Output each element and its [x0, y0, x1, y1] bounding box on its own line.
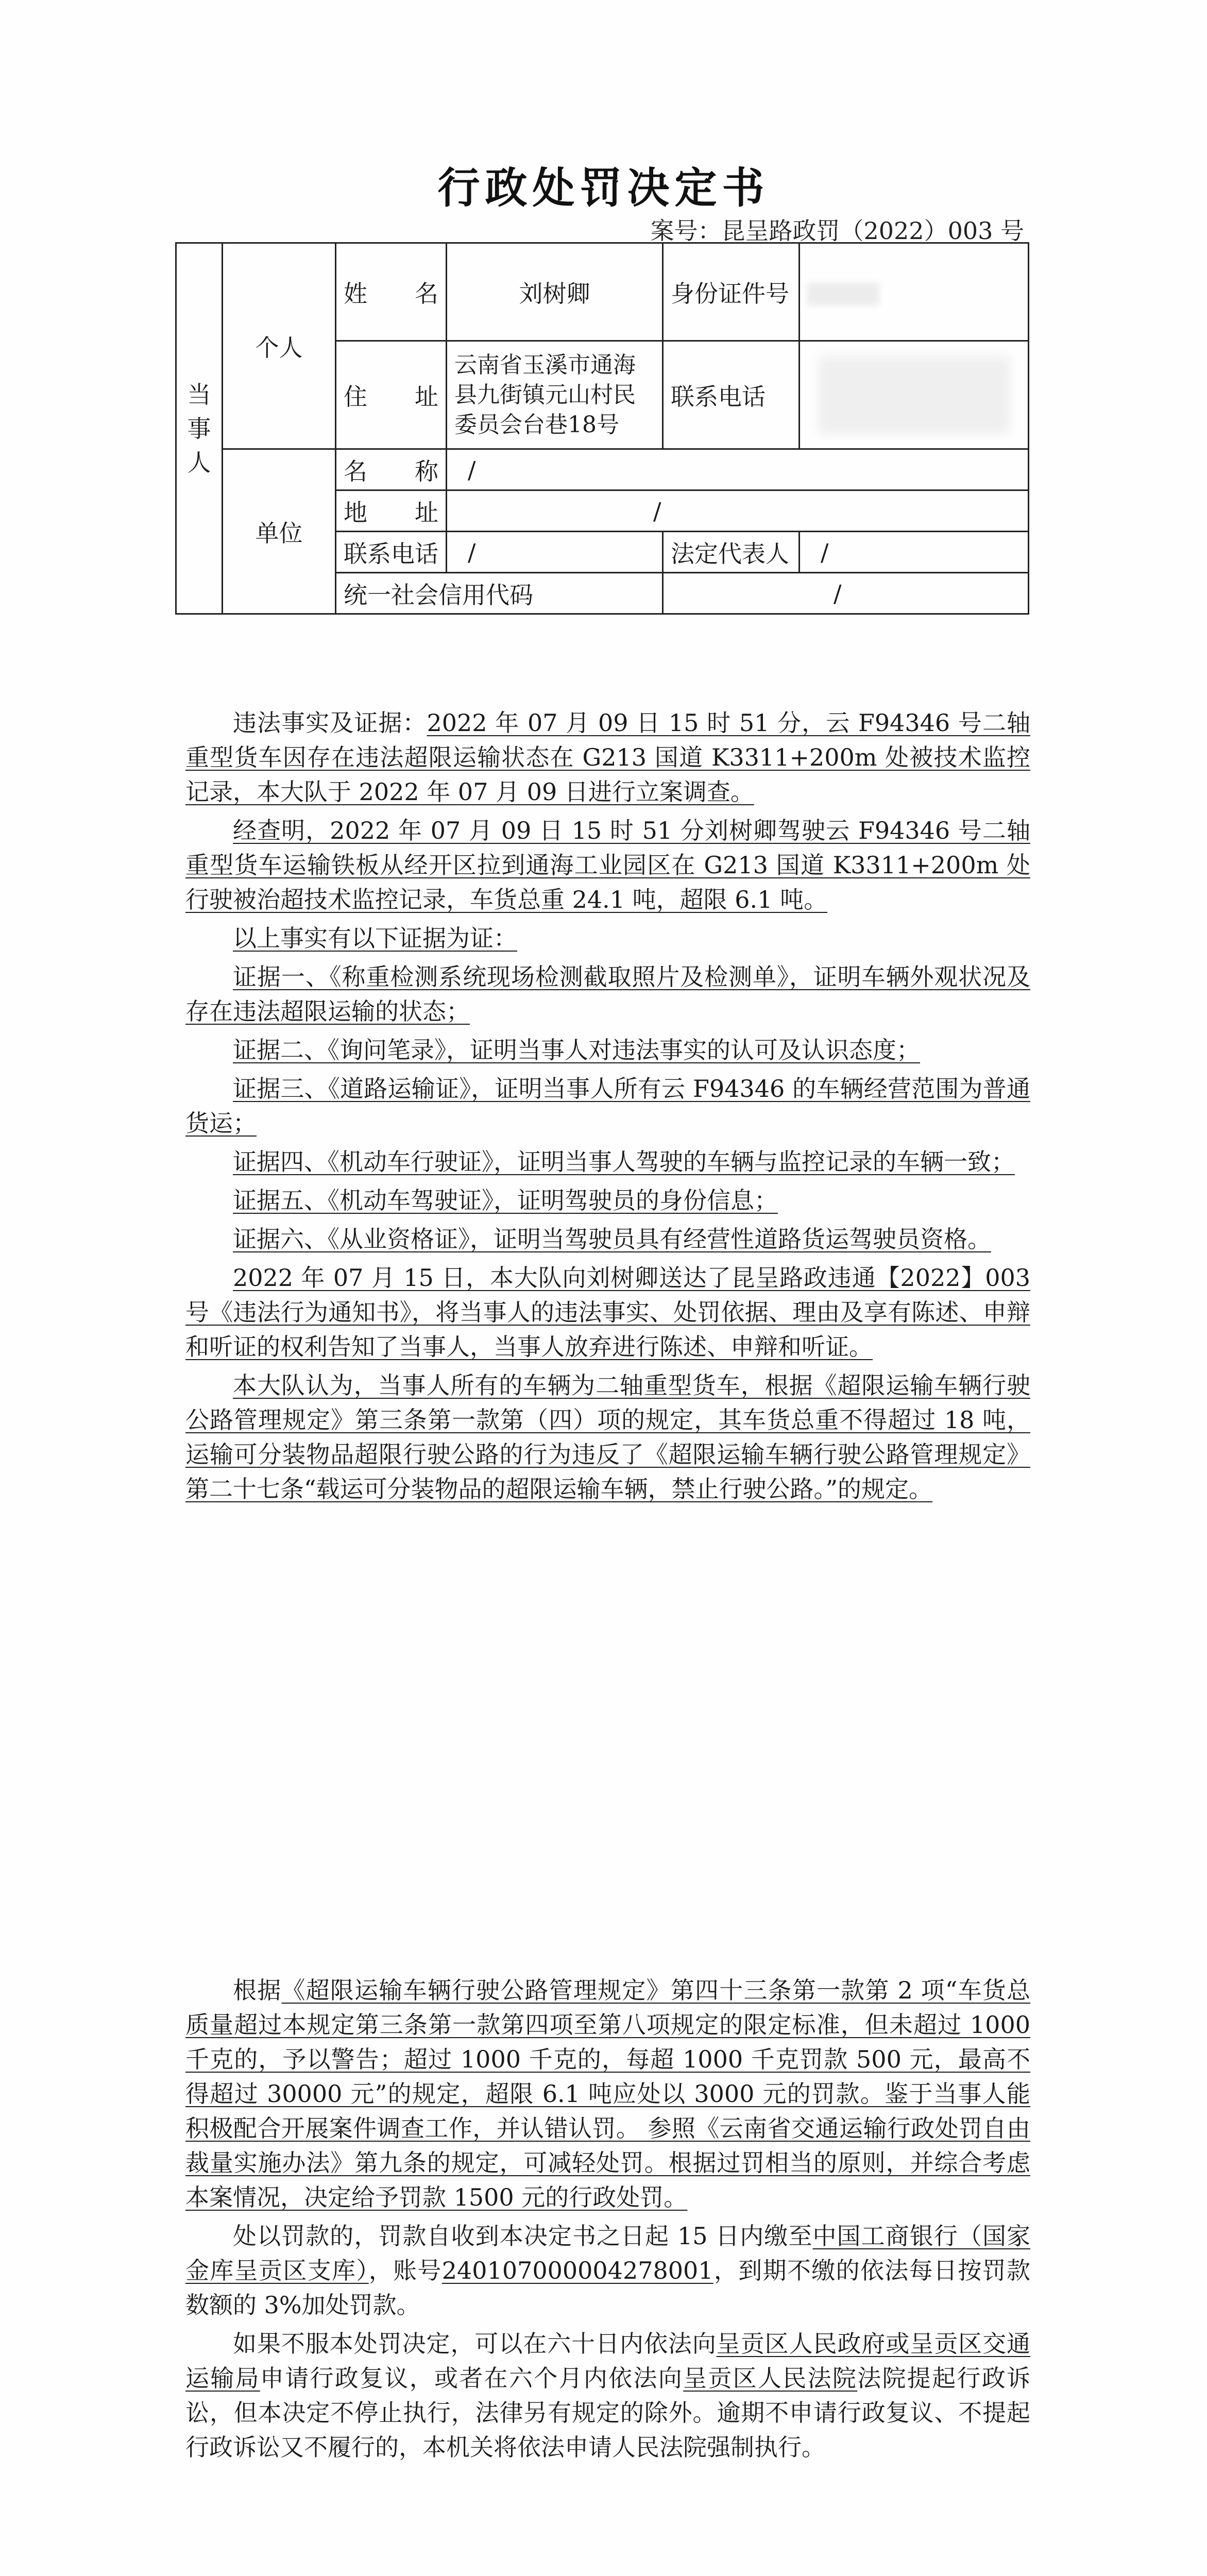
facts-section — [185, 706, 1030, 1511]
evidence-4: 证据四、《机动车行驶证》，证明当事人驾驶的车辆与监控记录的车辆一致； — [233, 1148, 1015, 1176]
party-head-cell — [176, 243, 223, 614]
address-label: 住 址 — [336, 341, 447, 449]
unit-address-value: / — [447, 490, 1029, 532]
id-value-redacted — [800, 243, 1029, 341]
unit-phone-label: 联系电话 — [336, 532, 447, 573]
decision-lead: 根据 — [233, 1976, 282, 2004]
phone-value-redacted — [800, 341, 1029, 449]
party-head: 当事人 — [187, 380, 211, 477]
unit-name-value: / — [447, 449, 1029, 490]
facts-lead: 违法事实及证据： — [233, 709, 427, 737]
unit-head-cell — [223, 449, 336, 614]
document-title: 行政处罚决定书 — [437, 163, 770, 213]
opinion-text: 本大队认为，当事人所有的车辆为二轴重型货车，根据《超限运输车辆行驶公路管理规定》第三条第一款第（四）项的规定，其车货总重不得超过 18 吨，运输可分装物品超限行驶公路的行为违反了《超限运输车辆行驶公路管理规定》第二十七条“载运可分装物品的超限运输车辆，禁止行驶公路。”的规定。 — [185, 1371, 1030, 1503]
appeal-court: 呈贡区人民法院 — [683, 2364, 858, 2392]
evidence-6: 证据六、《从业资格证》，证明当驾驶员具有经营性道路货运驾驶员资格。 — [233, 1225, 991, 1253]
evidence-5: 证据五、《机动车驾驶证》，证明驾驶员的身份信息； — [233, 1187, 778, 1214]
evidence-item — [185, 1033, 1030, 1067]
case-number: 案号：昆呈路政罚（2022）003 号 — [650, 217, 1024, 245]
evidence-intro: 以上事实有以下证据为证： — [233, 924, 517, 952]
name-value: 刘树卿 — [447, 243, 663, 341]
unit-name-label: 名 称 — [336, 449, 447, 490]
appeal-government: 呈贡区人民政府或呈贡区交通运输局 — [185, 2330, 1030, 2392]
payment-text-b: ，账号 — [368, 2257, 442, 2284]
facts-summary: 2022 年 07 月 09 日 15 时 51 分，云 F94346 号二轴重型货车因存在违法超限运输状态在 G213 国道 K3311+200m 处被技术监控记录，本大队于 2022 年 07 月 09 日进行立案调查。 — [185, 709, 1031, 806]
unit-address-label: 地 址 — [336, 490, 447, 532]
evidence-item — [185, 1145, 1030, 1179]
address-value: 云南省玉溪市通海县九街镇元山村民委员会台巷18号 — [447, 341, 663, 449]
facts-paragraph-notice — [185, 1261, 1030, 1364]
payment-text-a: 处以罚款的，罚款自收到本决定书之日起 15 日内缴至 — [233, 2222, 813, 2250]
credit-code-value: / — [663, 573, 1029, 614]
evidence-3: 证据三、《道路运输证》，证明当事人所有云 F94346 的车辆经营范围为普通货运； — [185, 1075, 1030, 1137]
payment-text-c: ，到期不缴的依法每日按罚款数额的 3%加处罚款。 — [185, 2257, 1031, 2319]
decision-basis: 《超限运输车辆行驶公路管理规定》第四十三条第一款第 2 项“车货总质量超过本规定第三条第一款第四项至第八项规定的限定标准，但未超过 1000 千克的，予以警告；超过 1000 千克的，每超 1000 千克罚款 500 元，最高不得超过 30000 元”的规定，超限 6.1 吨应处以 3000 元的罚款。鉴于当事人能积极配合开展案件调查工作，并认错认罚。 参照《云南省交通运输行政处罚自由裁量实施办法》第九条的规定，可减轻处罚。根据过罚相当的原则，并综合考虑本案情况，决定给予罚款 1500 元的行政处罚。 — [185, 1976, 1031, 2211]
evidence-item — [185, 1222, 1030, 1257]
appeal-text-a: 如果不服本处罚决定，可以在六十日内依法向 — [233, 2330, 717, 2358]
decision-paragraph-3 — [185, 2327, 1030, 2465]
facts-paragraph-2 — [185, 814, 1030, 917]
id-label: 身份证件号 — [663, 243, 800, 341]
unit-phone-value: / — [447, 532, 663, 573]
person-head: 个人 — [255, 333, 303, 362]
name-label: 姓 名 — [336, 243, 447, 341]
appeal-text-c: 法院提起行政诉讼，但本决定不停止执行，法律另有规定的除外。逾期不申请行政复议、不提起行政诉讼又不履行的，本机关将依法申请人民法院强制执行。 — [185, 2364, 1031, 2461]
party-info-table — [175, 242, 1029, 615]
legal-rep-label: 法定代表人 — [663, 532, 800, 573]
evidence-2: 证据二、《询问笔录》，证明当事人对违法事实的认可及认识态度； — [233, 1036, 920, 1064]
decision-section — [185, 1973, 1030, 2469]
facts-paragraph-3 — [185, 921, 1030, 956]
decision-paragraph-2 — [185, 2219, 1030, 2323]
credit-code-label: 统一社会信用代码 — [336, 573, 663, 614]
phone-label: 联系电话 — [663, 341, 800, 449]
facts-paragraph-opinion — [185, 1368, 1030, 1506]
legal-rep-value: / — [800, 532, 1029, 573]
appeal-text-b: 申请行政复议，或者在六个月内依法向 — [260, 2364, 684, 2392]
evidence-item — [185, 1183, 1030, 1218]
person-head-cell — [223, 243, 336, 449]
payment-bank: 中国工商银行（国家金库呈贡区支库） — [185, 2222, 1031, 2284]
facts-paragraph-1 — [185, 706, 1030, 809]
evidence-1: 证据一、《称重检测系统现场检测截取照片及检测单》，证明车辆外观状况及存在违法超限运输的状态； — [185, 963, 1030, 1025]
decision-paragraph-1 — [185, 1973, 1030, 2215]
unit-head: 单位 — [255, 519, 303, 547]
evidence-item — [185, 1072, 1030, 1141]
evidence-item — [185, 960, 1030, 1029]
notice-text: 2022 年 07 月 15 日，本大队向刘树卿送达了昆呈路政违通【2022】003 号《违法行为通知书》，将当事人的违法事实、处罚依据、理由及享有陈述、申辩和听证的权利告知了当事人，当事人放弃进行陈述、申辩和听证。 — [185, 1264, 1030, 1361]
facts-investigation: 经查明，2022 年 07 月 09 日 15 时 51 分刘树卿驾驶云 F94346 号二轴重型货车运输铁板从经开区拉到通海工业园区在 G213 国道 K3311+200m 处行驶被治超技术监控记录，车货总重 24.1 吨，超限 6.1 吨。 — [185, 817, 1030, 913]
payment-account: 240107000004278001 — [441, 2257, 713, 2284]
